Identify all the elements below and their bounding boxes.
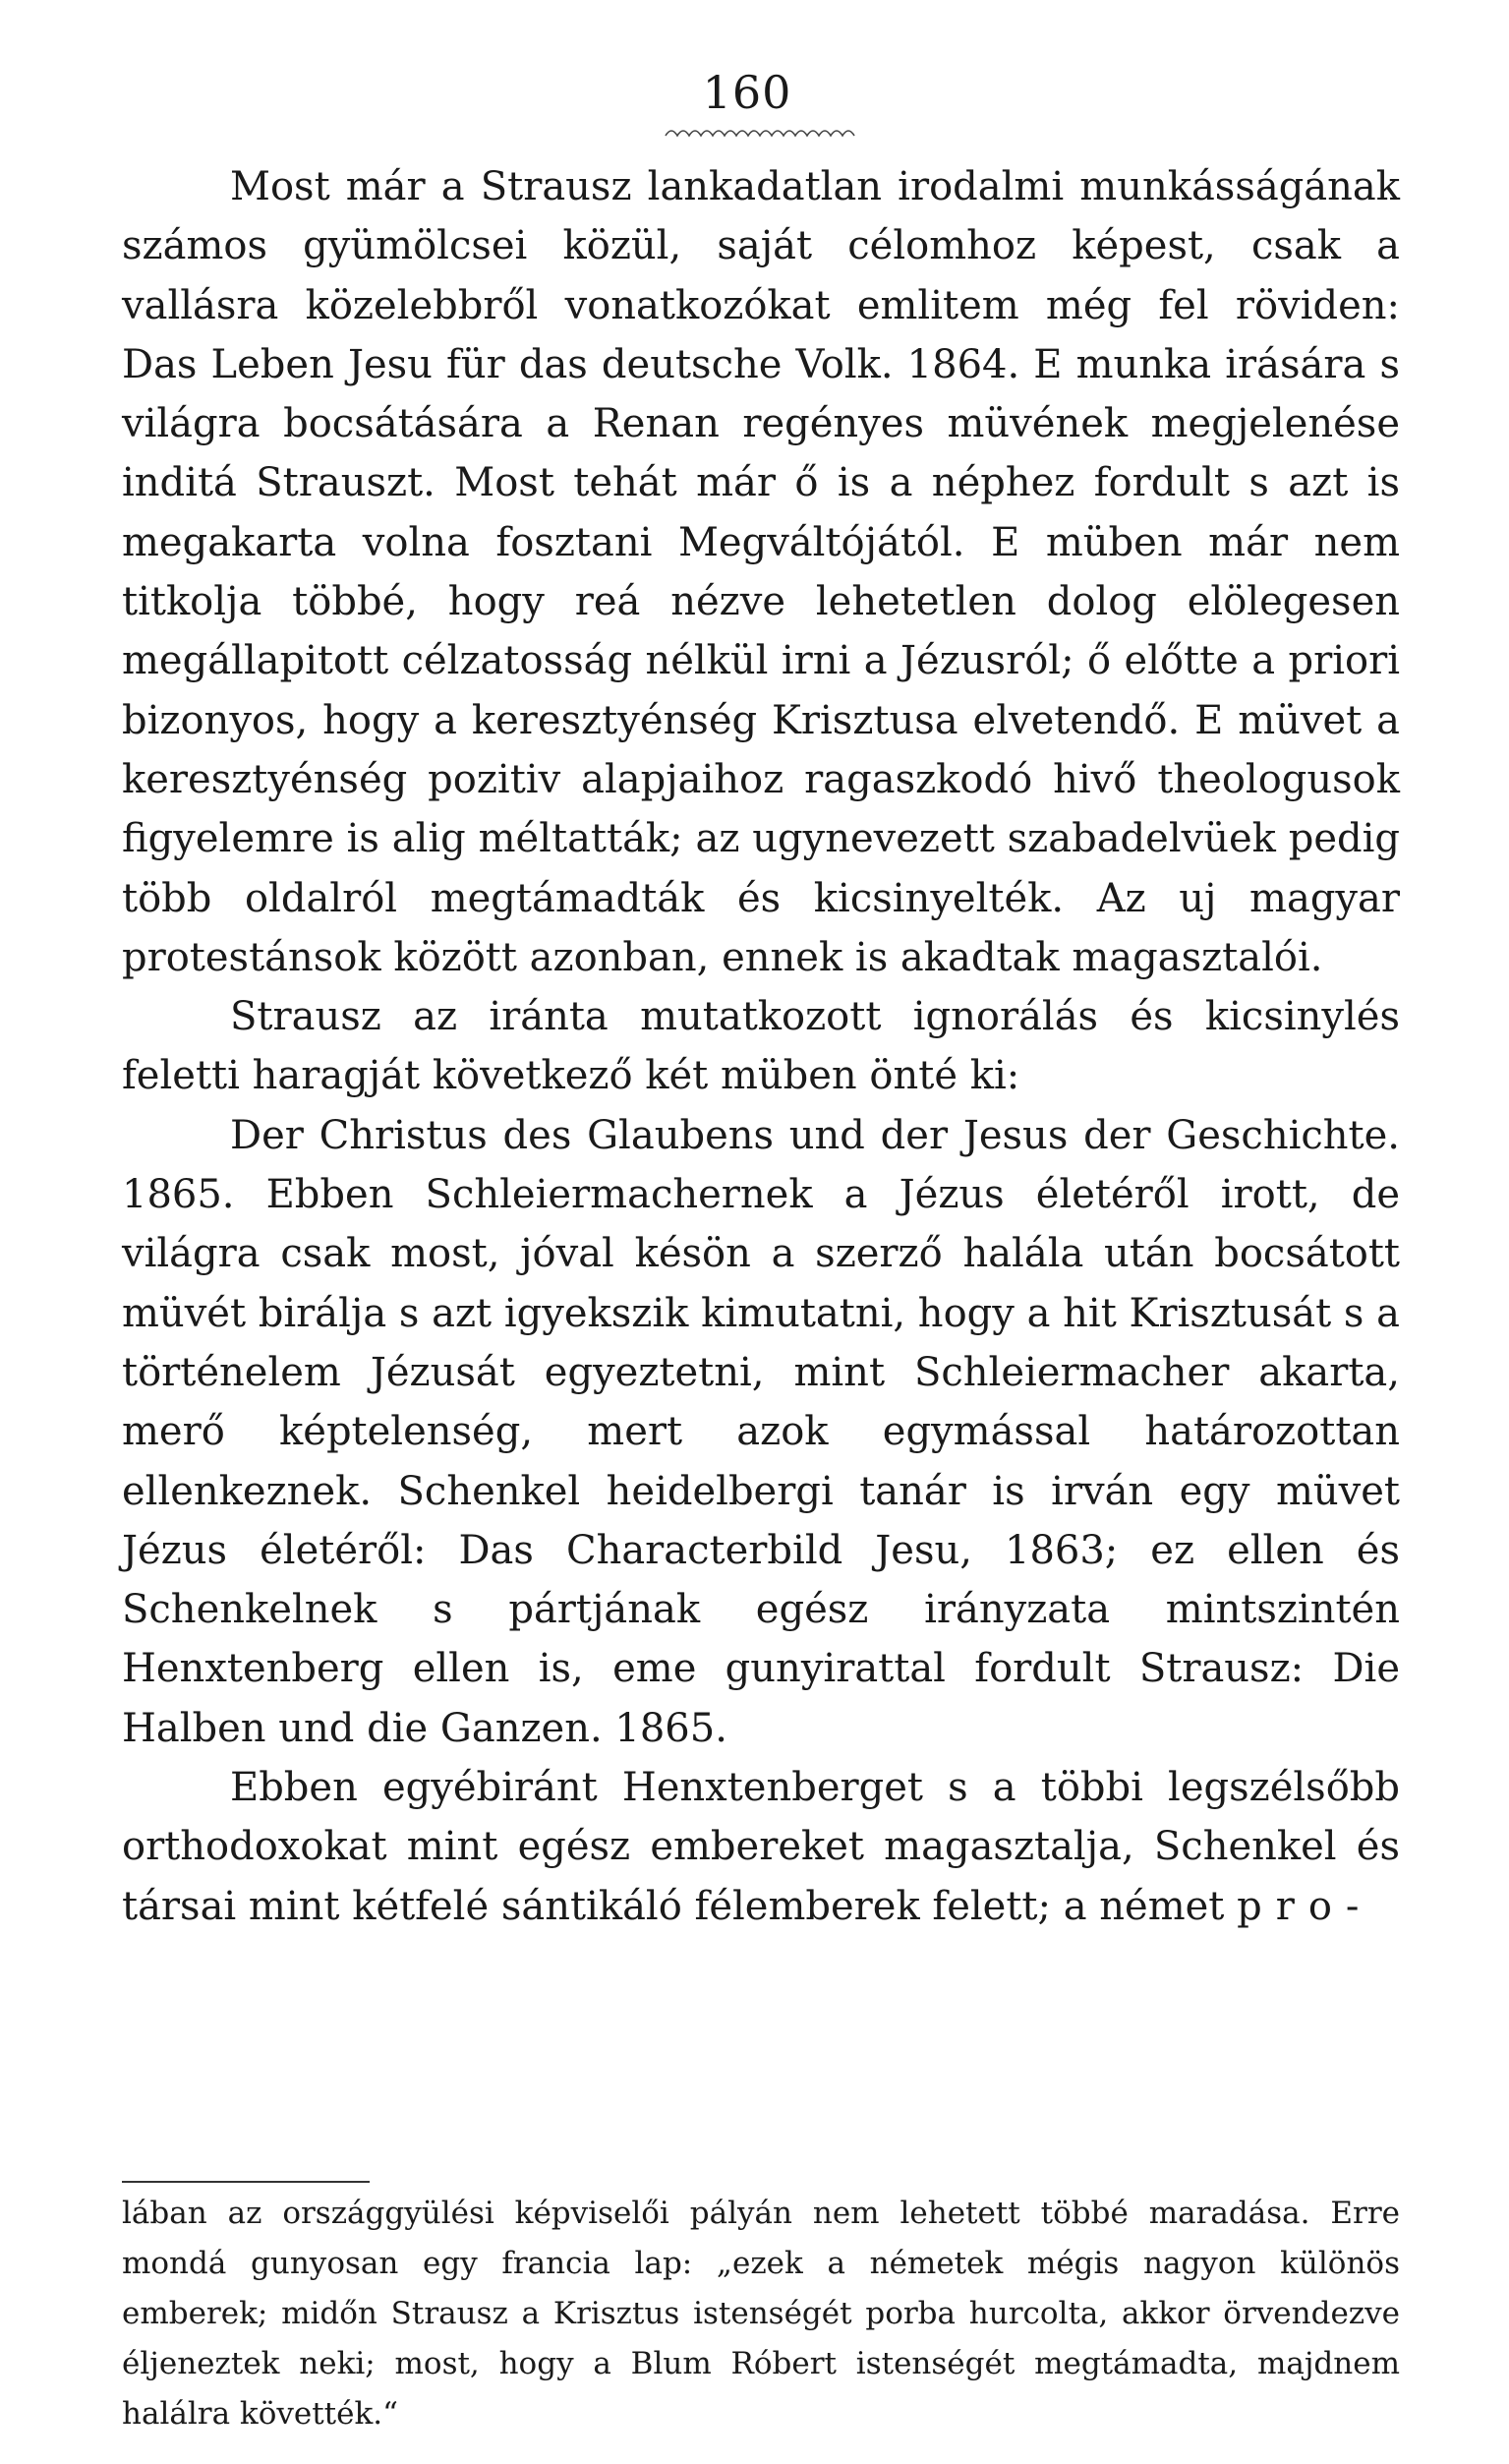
decorative-ornament	[664, 122, 860, 142]
body-text	[122, 157, 1400, 1936]
paragraph: Most már a Strausz lankadatlan irodalmi munkásságának számos gyümölcsei közül, saját célomhoz képest, csak a vallásra közelebbről vonatkozókat emlitem még fel röviden: Das Leben Jesu für das deutsche Volk. 1864. E munka irására s világra bocsátására a Renan regényes müvének megjelenése inditá Strauszt. Most tehát már ő is a néphez fordult s azt is megakarta volna fosztani Megváltójától. E müben már nem titkolja többé, hogy reá nézve lehetetlen dolog elölegesen megállapitott célzatosság nélkül irni a Jézusról; ő előtte a priori bizonyos, hogy a keresztyénség Krisztusa elvetendő. E müvet a keresztyénség pozitiv alapjaihoz ragaszkodó hivő theologusok figyelemre is alig méltatták; az ugynevezett szabadelvüek pedig több oldalról megtámadták és kicsinyelték. Az uj magyar protestánsok között azonban, ennek is akadtak magasztalói.	[122, 164, 1400, 980]
page-number: 160	[702, 66, 792, 119]
paragraph	[122, 1758, 1400, 1936]
footnote	[122, 2189, 1400, 2439]
paragraph: Der Christus des Glaubens und der Jesus der Geschichte. 1865. Ebben Schleiermachernek a Jézus életéről irott, de világra csak most, jóval késön a szerző halála után bocsátott müvét birálja s azt igyekszik kimutatni, hogy a hit Krisztusát s a történelem Jézusát egyeztetni, mint Schleiermacher akarta, merő képtelenség, mert azok egymással határozottan ellenkeznek. Schenkel heidelbergi tanár is irván egy müvet Jézus életéről: Das Characterbild Jesu, 1863; ez ellen és Schenkelnek s pártjának egész irányzata mintszintén Henxtenberg ellen is, eme gunyirattal fordult Strausz: Die Halben und die Ganzen. 1865.	[122, 1112, 1400, 1751]
footnote-text: lában az országgyülési képviselői pályán nem lehetett többé maradása. Erre mondá gunyosan egy francia lap: „ezek a németek mégis nagyon különös emberek; midőn Strausz a Krisztus istenségét porba hurcolta, akkor örvendezve éljeneztek neki; most, hogy a Blum Róbert istenségét megtámadta, majdnem halálra követték.“	[122, 2196, 1400, 2432]
spaced-word: pro-	[1237, 1883, 1373, 1929]
paragraph-text: Ebben egyébiránt Henxtenberget s a többi legszélsőbb orthodoxokat mint egész embereket magasztalja, Schenkel és társai mint kétfelé sántikáló félemberek felett; a német	[122, 1765, 1400, 1929]
footnote-divider	[122, 2181, 370, 2183]
paragraph: Strausz az iránta mutatkozott ignorálás és kicsinylés feletti haragját következő két müben önté ki:	[122, 994, 1400, 1099]
